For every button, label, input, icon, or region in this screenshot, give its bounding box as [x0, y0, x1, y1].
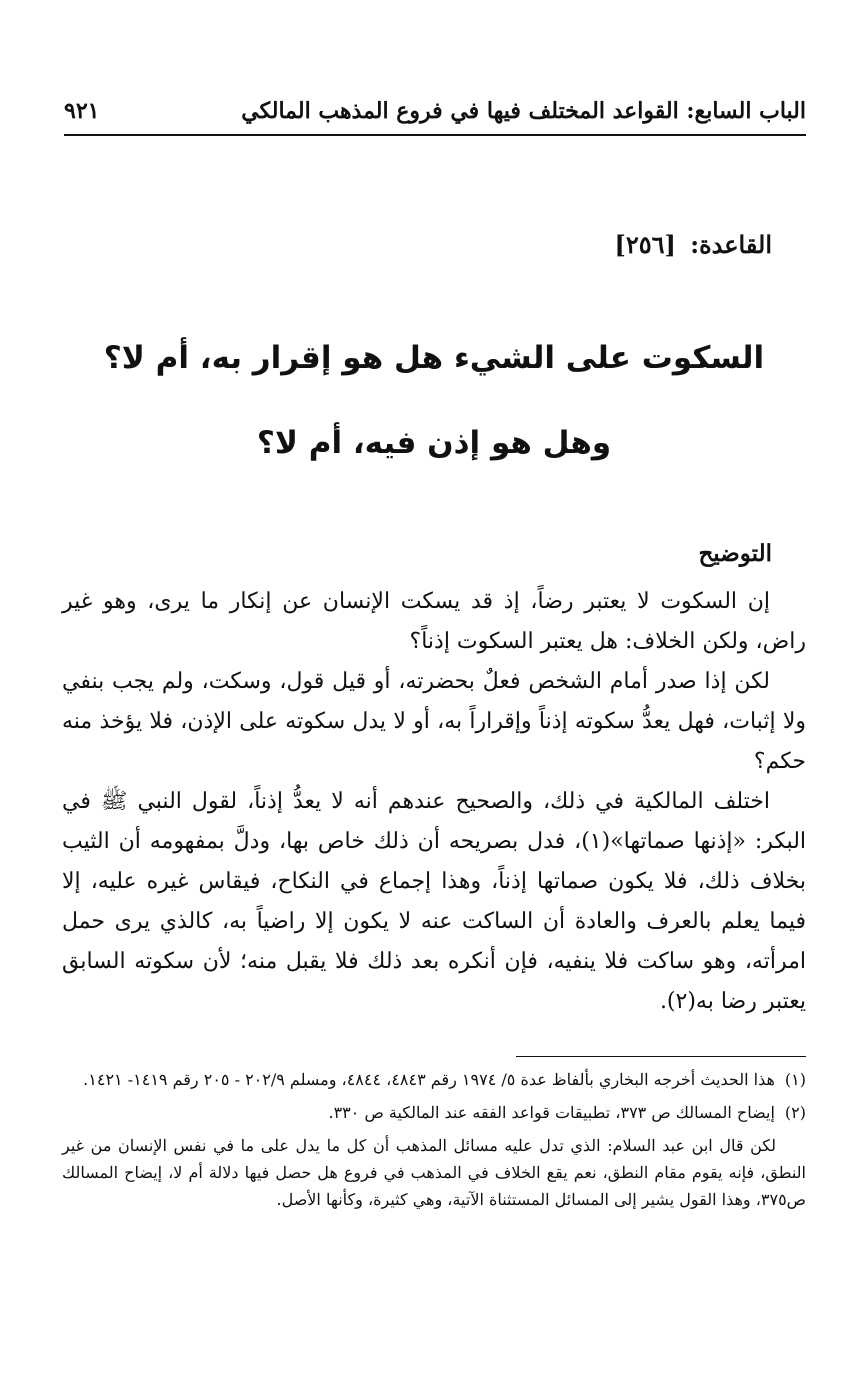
paragraph: لكن إذا صدر أمام الشخص فعلٌ بحضرته، أو قيل قول، وسكت، ولم يجب بنفي ولا إثبات، فهل يعدُّ سكوته إذناً وإقراراً به، أو لا يدل سكوته على الإذن، فلا يؤخذ منه حكم؟	[62, 669, 806, 774]
footnote-mark: (١)	[784, 1070, 806, 1089]
footnote-continuation: لكن قال ابن عبد السلام: الذي تدل عليه مسائل المذهب أن كل ما يدل على ما في نفس الإنسان من غير النطق، فإنه يقوم مقام النطق، نعم يقع الخلاف في المذهب في فروع هل حصل فيها دلالة أم لا، إيضاح المسالك ص٣٧٥، وهذا القول يشير إلى المسائل المستثناة الآتية، وهي كثيرة، وكأنها الأصل.	[62, 1136, 806, 1209]
body-text	[62, 582, 806, 1022]
footnote-text: إيضاح المسالك ص ٣٧٣، تطبيقات قواعد الفقه عند المالكية ص ٣٣٠.	[328, 1103, 775, 1122]
rule-title-line-1: السكوت على الشيء هل هو إقرار به، أم لا؟	[103, 340, 765, 376]
footnote-mark: (٢)	[784, 1103, 806, 1122]
chapter-title: الباب السابع: القواعد المختلف فيها في فروع المذهب المالكي	[241, 98, 806, 124]
rule-number: [٢٥٦]	[614, 230, 676, 259]
page-number: ٩٢١	[64, 98, 100, 124]
footnotes	[62, 1066, 806, 1213]
section-heading: التوضيح	[698, 540, 772, 567]
footnote	[62, 1099, 806, 1126]
running-header	[64, 94, 806, 136]
rule-label	[614, 230, 772, 259]
rule-title-line-2: وهل هو إذن فيه، أم لا؟	[256, 425, 612, 461]
footnote	[62, 1066, 806, 1093]
paragraph: اختلف المالكية في ذلك، والصحيح عندهم أنه لا يعدُّ إذناً، لقول النبي ﷺ في البكر: «إذنها صماتها»(١)، فدل بصريحه أن ذلك خاص بها، ودلَّ بمفهومه أن الثيب بخلاف ذلك، فلا يكون صماتها إذناً، وهذا إجماع في النكاح، فيقاس غيره عليه، إلا فيما يعلم بالعرف والعادة أن الساكت عنه لا يكون إلا راضياً به، كالذي يرى حمل امرأته، وهو ساكت فلا ينفيه، فإن أنكره بعد ذلك فلا يقبل منه؛ لأن سكوته السابق يعتبر رضا به(٢).	[62, 789, 807, 1014]
paragraph: إن السكوت لا يعتبر رضاً، إذ قد يسكت الإنسان عن إنكار ما يرى، وهو غير راض، ولكن الخلاف: هل يعتبر السكوت إذناً؟	[62, 589, 806, 654]
footnote-text: هذا الحديث أخرجه البخاري بألفاظ عدة ٥/ ١٩٧٤ رقم ٤٨٤٣، ٤٨٤٤، ومسلم ٢٠٢/٩ - ٢٠٥ رقم ١٤١٩- ١٤٢١.	[83, 1070, 775, 1089]
footnote-separator	[516, 1056, 806, 1057]
rule-label-text: القاعدة:	[690, 230, 772, 259]
